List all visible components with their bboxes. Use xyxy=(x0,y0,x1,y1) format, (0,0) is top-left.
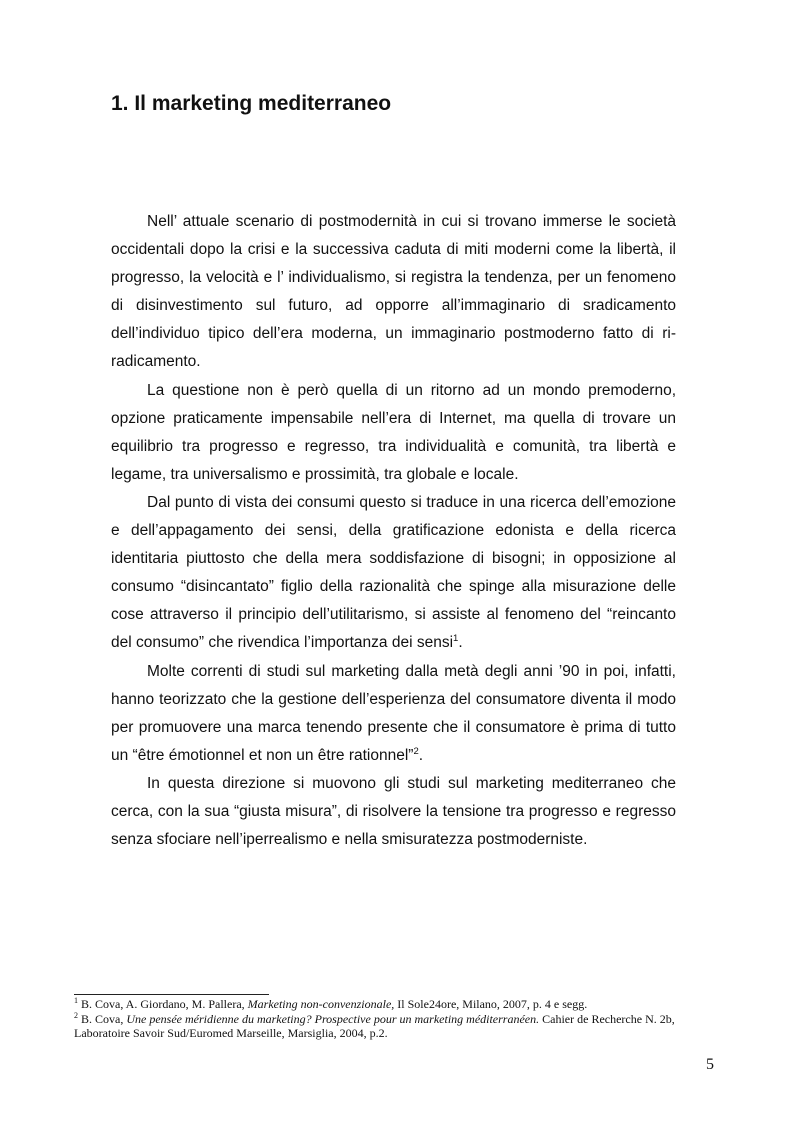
paragraph-2: La questione non è però quella di un ritorno ad un mondo premoderno, opzione praticamente impensabile nell’era di Internet, ma quella di trovare un equilibrio tra progresso e regresso, tra individualità e comunità, tra libertà e legame, tra universalismo e prossimità, tra globale e locale. xyxy=(111,381,676,483)
paragraph-3-text: Dal punto di vista dei consumi questo si traduce in una ricerca dell’emozione e dell’appagamento dei sensi, della gratificazione edonista e della ricerca identitaria piuttosto che della mera soddisfazione di bisogni; in opposizione al consumo “disincantato” figlio della razionalità che spinge alla misurazione delle cose attraverso il principio dell’utilitarismo, si assiste al fenomeno del “reincanto del consumo” che rivendica l’importanza dei sensi xyxy=(111,493,676,652)
paragraph-4 xyxy=(111,658,676,770)
section-title: 1. Il marketing mediterraneo xyxy=(111,92,392,115)
footnote-1 xyxy=(74,997,714,1012)
body-text xyxy=(111,208,676,854)
footnote-divider xyxy=(74,994,269,995)
footnote-1-authors: B. Cova, A. Giordano, M. Pallera, xyxy=(78,997,248,1011)
paragraph-3-end: . xyxy=(458,634,463,652)
footnote-2-work-title: Une pensée méridienne du marketing? Prospective pour un marketing méditerranéen. xyxy=(126,1011,540,1026)
footnote-1-work-title: Marketing non-convenzionale, xyxy=(247,997,395,1011)
footnote-ref-1[interactable]: 1 xyxy=(453,633,459,645)
footnote-2-authors: B. Cova, xyxy=(78,1011,127,1026)
footnote-2 xyxy=(74,1012,714,1041)
paragraph-5: In questa direzione si muovono gli studi sul marketing mediterraneo che cerca, con la sua “giusta misura”, di risolvere la tensione tra progresso e regresso senza sfociare nell’iperrealismo e nella smisuratezza postmoderniste. xyxy=(111,774,676,849)
footnote-2-publication: Cahier de Recherche N. 2b, Laboratoire Savoir Sud/Euromed Marseille, Marsiglia, 2004, p.2. xyxy=(74,1011,675,1041)
footnotes xyxy=(74,997,714,1041)
footnote-1-publication: Il Sole24ore, Milano, 2007, p. 4 e segg. xyxy=(394,997,588,1011)
footnote-1-number: 1 xyxy=(74,996,78,1005)
paragraph-3 xyxy=(111,489,676,658)
footnote-ref-2[interactable]: 2 xyxy=(413,745,419,757)
paragraph-4-end: . xyxy=(418,746,424,764)
page-number: 5 xyxy=(706,1056,714,1073)
paragraph-4-text: Molte correnti di studi sul marketing dalla metà degli anni ’90 in poi, infatti, hanno teorizzato che la gestione dell’esperienza del consumatore diventa il modo per promuovere una marca tenendo presente che il consumatore è prima di tutto un “être émotionnel et non un être rationnel” xyxy=(111,662,676,764)
footnote-2-number: 2 xyxy=(74,1010,78,1020)
paragraph-1: Nell’ attuale scenario di postmodernità in cui si trovano immerse le società occidentali dopo la crisi e la successiva caduta di miti moderni come la libertà, il progresso, la velocità e l’ individualismo, si registra la tendenza, per un fenomeno di disinvestimento sul futuro, ad opporre all’immaginario di sradicamento dell’individuo tipico dell’era moderna, un immaginario postmoderno fatto di ri-radicamento. xyxy=(111,213,676,371)
